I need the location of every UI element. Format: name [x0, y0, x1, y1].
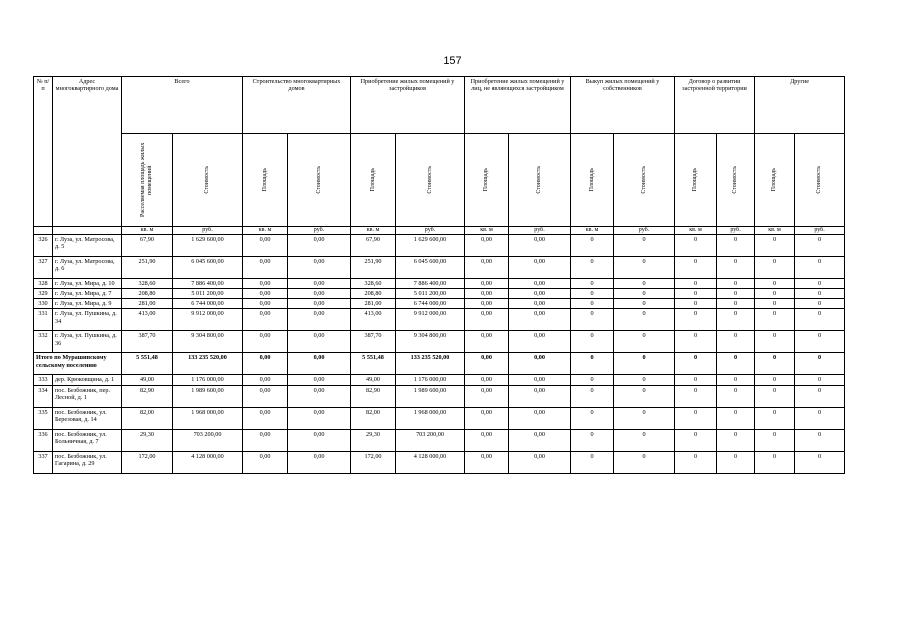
value-cell: 1 968 000,00	[173, 407, 243, 429]
value-cell: 49,00	[351, 375, 396, 385]
header-group: Строительство многоквартирных домов	[243, 77, 351, 134]
header-sub	[509, 134, 571, 227]
value-cell: 0	[755, 353, 795, 375]
value-cell: 0	[717, 279, 755, 289]
value-cell: 0,00	[243, 309, 288, 331]
value-cell: 1 629 600,00	[396, 235, 465, 257]
value-cell: 0,00	[465, 385, 509, 407]
value-cell: 0,00	[288, 353, 351, 375]
header-sub-label: Стоимость	[536, 166, 543, 194]
value-cell: 0	[717, 407, 755, 429]
value-cell: 0,00	[509, 279, 571, 289]
total-row	[34, 353, 845, 375]
value-cell: 281,00	[122, 299, 173, 309]
value-cell: 0	[755, 451, 795, 473]
row-number: 331	[34, 309, 53, 331]
value-cell: 0	[571, 375, 614, 385]
value-cell: 0	[614, 353, 675, 375]
value-cell: 1 989 600,00	[396, 385, 465, 407]
header-sub-label: Площадь	[483, 168, 490, 192]
value-cell: 7 886 400,00	[173, 279, 243, 289]
value-cell: 0	[571, 331, 614, 353]
value-cell: 0	[795, 353, 845, 375]
value-cell: 0,00	[243, 331, 288, 353]
value-cell: 0	[755, 299, 795, 309]
header-sub	[173, 134, 243, 227]
value-cell: 0	[675, 451, 717, 473]
header-sub-label: Площадь	[369, 168, 376, 192]
row-address: г. Луза, ул. Пушкина, д. 36	[53, 331, 122, 353]
unit-cell: кв. м	[755, 227, 795, 235]
value-cell: 0	[675, 279, 717, 289]
header-sub	[288, 134, 351, 227]
header-sub	[396, 134, 465, 227]
header-num: № п/п	[34, 77, 53, 227]
header-sub	[571, 134, 614, 227]
unit-cell: руб.	[173, 227, 243, 235]
value-cell: 0,00	[243, 451, 288, 473]
value-cell: 0,00	[509, 375, 571, 385]
value-cell: 0,00	[509, 235, 571, 257]
value-cell: 67,90	[122, 235, 173, 257]
table-row	[34, 451, 845, 473]
value-cell: 0,00	[288, 375, 351, 385]
unit-cell: руб.	[614, 227, 675, 235]
value-cell: 0	[675, 385, 717, 407]
value-cell: 0	[675, 407, 717, 429]
value-cell: 0	[755, 331, 795, 353]
value-cell: 0	[717, 235, 755, 257]
value-cell: 0	[755, 289, 795, 299]
value-cell: 0	[755, 235, 795, 257]
header-row-units	[34, 227, 845, 235]
row-number: 326	[34, 235, 53, 257]
value-cell: 1 968 000,00	[396, 407, 465, 429]
header-sub-label: Площадь	[588, 168, 595, 192]
value-cell: 0	[614, 407, 675, 429]
value-cell: 4 128 000,00	[173, 451, 243, 473]
value-cell: 0,00	[288, 289, 351, 299]
value-cell: 0	[614, 257, 675, 279]
value-cell: 0	[614, 309, 675, 331]
value-cell: 0,00	[288, 429, 351, 451]
value-cell: 0	[717, 385, 755, 407]
header-sub	[243, 134, 288, 227]
value-cell: 0,00	[465, 289, 509, 299]
page-number: 157	[443, 55, 462, 67]
value-cell: 0,00	[509, 451, 571, 473]
value-cell: 0	[755, 257, 795, 279]
header-row-groups	[34, 77, 845, 134]
value-cell: 0	[571, 451, 614, 473]
header-group: Всего	[122, 77, 243, 134]
value-cell: 0,00	[509, 385, 571, 407]
value-cell: 0	[717, 309, 755, 331]
table-body	[34, 235, 845, 474]
value-cell: 82,00	[351, 407, 396, 429]
value-cell: 0,00	[509, 257, 571, 279]
unit-cell: кв. м	[465, 227, 509, 235]
value-cell: 0	[717, 257, 755, 279]
value-cell: 0	[795, 235, 845, 257]
value-cell: 0	[571, 309, 614, 331]
value-cell: 0,00	[243, 385, 288, 407]
value-cell: 0	[614, 289, 675, 299]
value-cell: 0	[717, 375, 755, 385]
unit-cell: руб.	[795, 227, 845, 235]
value-cell: 0	[795, 279, 845, 289]
value-cell: 0	[614, 299, 675, 309]
value-cell: 0	[795, 257, 845, 279]
value-cell: 1 629 600,00	[173, 235, 243, 257]
value-cell: 0	[717, 353, 755, 375]
value-cell: 0	[795, 451, 845, 473]
value-cell: 29,30	[351, 429, 396, 451]
value-cell: 0	[795, 429, 845, 451]
value-cell: 133 235 520,00	[173, 353, 243, 375]
header-sub-label: Площадь	[771, 168, 778, 192]
header-sub	[465, 134, 509, 227]
value-cell: 0,00	[288, 331, 351, 353]
row-address: дер. Крюковщина, д. 1	[53, 375, 122, 385]
value-cell: 0	[614, 235, 675, 257]
value-cell: 0	[675, 289, 717, 299]
header-sub-label: Площадь	[692, 168, 699, 192]
header-sub	[614, 134, 675, 227]
value-cell: 0,00	[243, 375, 288, 385]
row-number: 337	[34, 451, 53, 473]
header-sub	[675, 134, 717, 227]
value-cell: 387,70	[122, 331, 173, 353]
unit-cell: кв. м	[571, 227, 614, 235]
value-cell: 0,00	[465, 257, 509, 279]
unit-cell: кв. м	[675, 227, 717, 235]
value-cell: 0,00	[243, 407, 288, 429]
value-cell: 133 235 520,00	[396, 353, 465, 375]
value-cell: 5 011 200,00	[173, 289, 243, 299]
row-address: пос. Безбожник, ул. Березовая, д. 14	[53, 407, 122, 429]
value-cell: 0,00	[288, 299, 351, 309]
unit-empty	[34, 227, 53, 235]
value-cell: 49,00	[122, 375, 173, 385]
header-sub-label: Площадь	[261, 168, 268, 192]
value-cell: 0	[571, 289, 614, 299]
value-cell: 208,80	[351, 289, 396, 299]
value-cell: 0	[717, 451, 755, 473]
row-address: г. Луза, ул. Матросова, д. 6	[53, 257, 122, 279]
row-number: 336	[34, 429, 53, 451]
value-cell: 7 886 400,00	[396, 279, 465, 289]
value-cell: 0,00	[465, 235, 509, 257]
value-cell: 0,00	[243, 289, 288, 299]
header-group: Выкуп жилых помещений у собственников	[571, 77, 675, 134]
value-cell: 0	[571, 407, 614, 429]
table-row	[34, 235, 845, 257]
value-cell: 0,00	[288, 235, 351, 257]
value-cell: 0	[675, 331, 717, 353]
value-cell: 0,00	[465, 375, 509, 385]
value-cell: 0	[614, 375, 675, 385]
unit-empty	[53, 227, 122, 235]
value-cell: 0	[675, 375, 717, 385]
value-cell: 0,00	[465, 299, 509, 309]
row-address: г. Луза, ул. Матросова, д. 5	[53, 235, 122, 257]
header-group: Другие	[755, 77, 845, 134]
value-cell: 6 744 000,00	[396, 299, 465, 309]
value-cell: 0,00	[288, 309, 351, 331]
value-cell: 0,00	[509, 299, 571, 309]
header-sub	[122, 134, 173, 227]
value-cell: 0	[571, 429, 614, 451]
value-cell: 0,00	[465, 429, 509, 451]
value-cell: 9 304 800,00	[396, 331, 465, 353]
value-cell: 0,00	[509, 331, 571, 353]
value-cell: 6 045 600,00	[173, 257, 243, 279]
header-sub-label: Стоимость	[816, 166, 823, 194]
value-cell: 0	[614, 279, 675, 289]
table-row	[34, 309, 845, 331]
value-cell: 0	[571, 299, 614, 309]
table-row	[34, 429, 845, 451]
value-cell: 0,00	[465, 331, 509, 353]
value-cell: 0	[571, 235, 614, 257]
value-cell: 0	[614, 385, 675, 407]
value-cell: 0,00	[243, 279, 288, 289]
value-cell: 9 304 800,00	[173, 331, 243, 353]
header-row-sub	[34, 134, 845, 227]
unit-cell: кв. м	[122, 227, 173, 235]
value-cell: 0,00	[465, 279, 509, 289]
header-sub-label: Стоимость	[732, 166, 739, 194]
value-cell: 281,00	[351, 299, 396, 309]
value-cell: 0	[795, 385, 845, 407]
header-address: Адрес многоквартирного дома	[53, 77, 122, 227]
value-cell: 0,00	[509, 429, 571, 451]
table-row	[34, 331, 845, 353]
row-address: г. Луза, ул. Мира, д. 10	[53, 279, 122, 289]
row-number: 334	[34, 385, 53, 407]
value-cell: 172,00	[122, 451, 173, 473]
row-number: 329	[34, 289, 53, 299]
value-cell: 0	[717, 331, 755, 353]
table-row	[34, 299, 845, 309]
row-number: 335	[34, 407, 53, 429]
value-cell: 0	[571, 353, 614, 375]
unit-cell: руб.	[509, 227, 571, 235]
unit-cell: руб.	[396, 227, 465, 235]
value-cell: 0,00	[509, 309, 571, 331]
resettlement-table	[33, 76, 845, 474]
value-cell: 0	[795, 289, 845, 299]
value-cell: 0,00	[243, 235, 288, 257]
header-sub	[795, 134, 845, 227]
row-address: пос. Безбожник, пер. Лесной, д. 1	[53, 385, 122, 407]
value-cell: 0	[755, 407, 795, 429]
value-cell: 0,00	[509, 353, 571, 375]
value-cell: 5 551,48	[122, 353, 173, 375]
value-cell: 6 045 600,00	[396, 257, 465, 279]
value-cell: 413,00	[122, 309, 173, 331]
unit-cell: руб.	[717, 227, 755, 235]
value-cell: 172,00	[351, 451, 396, 473]
value-cell: 0	[675, 429, 717, 451]
table-row	[34, 289, 845, 299]
value-cell: 6 744 000,00	[173, 299, 243, 309]
unit-cell: руб.	[288, 227, 351, 235]
value-cell: 703 200,00	[396, 429, 465, 451]
value-cell: 0,00	[465, 451, 509, 473]
header-sub	[717, 134, 755, 227]
table-row	[34, 375, 845, 385]
table-row	[34, 407, 845, 429]
row-number: 327	[34, 257, 53, 279]
value-cell: 0,00	[243, 299, 288, 309]
value-cell: 5 551,48	[351, 353, 396, 375]
value-cell: 0,00	[288, 279, 351, 289]
row-number: 330	[34, 299, 53, 309]
value-cell: 0,00	[465, 353, 509, 375]
row-address: г. Луза, ул. Пушкина, д. 34	[53, 309, 122, 331]
value-cell: 0	[717, 429, 755, 451]
value-cell: 0	[755, 429, 795, 451]
unit-cell: кв. м	[351, 227, 396, 235]
value-cell: 82,90	[122, 385, 173, 407]
header-sub-label: Расселяемая площадь жилых помещений	[140, 142, 153, 218]
value-cell: 0	[675, 353, 717, 375]
row-number: 332	[34, 331, 53, 353]
value-cell: 29,30	[122, 429, 173, 451]
header-sub-label: Стоимость	[426, 166, 433, 194]
value-cell: 1 989 600,00	[173, 385, 243, 407]
value-cell: 0	[614, 331, 675, 353]
value-cell: 0	[755, 375, 795, 385]
value-cell: 0	[755, 309, 795, 331]
value-cell: 82,00	[122, 407, 173, 429]
value-cell: 82,90	[351, 385, 396, 407]
header-group: Приобретение жилых помещений у застройщиков	[351, 77, 465, 134]
value-cell: 0	[571, 385, 614, 407]
value-cell: 67,90	[351, 235, 396, 257]
value-cell: 0,00	[288, 257, 351, 279]
value-cell: 413,00	[351, 309, 396, 331]
table-row	[34, 279, 845, 289]
value-cell: 0	[614, 451, 675, 473]
value-cell: 0,00	[288, 385, 351, 407]
row-address: пос. Безбожник, ул. Гагарина, д. 29	[53, 451, 122, 473]
header-sub	[755, 134, 795, 227]
value-cell: 0,00	[509, 289, 571, 299]
value-cell: 0	[717, 299, 755, 309]
value-cell: 5 011 200,00	[396, 289, 465, 299]
value-cell: 0,00	[288, 451, 351, 473]
value-cell: 0,00	[243, 429, 288, 451]
value-cell: 0	[795, 309, 845, 331]
header-sub-label: Стоимость	[640, 166, 647, 194]
value-cell: 0	[571, 279, 614, 289]
value-cell: 0	[571, 257, 614, 279]
value-cell: 208,80	[122, 289, 173, 299]
value-cell: 1 176 000,00	[173, 375, 243, 385]
value-cell: 0	[675, 309, 717, 331]
unit-cell: кв. м	[243, 227, 288, 235]
value-cell: 0	[795, 299, 845, 309]
value-cell: 251,90	[122, 257, 173, 279]
value-cell: 0	[717, 289, 755, 299]
value-cell: 0,00	[465, 407, 509, 429]
value-cell: 328,60	[351, 279, 396, 289]
row-address: г. Луза, ул. Мира, д. 9	[53, 299, 122, 309]
row-address: пос. Безбожник, ул. Больничная, д. 7	[53, 429, 122, 451]
value-cell: 328,60	[122, 279, 173, 289]
value-cell: 0	[755, 385, 795, 407]
row-address: г. Луза, ул. Мира, д. 7	[53, 289, 122, 299]
value-cell: 0	[614, 429, 675, 451]
value-cell: 0	[675, 235, 717, 257]
value-cell: 0,00	[243, 353, 288, 375]
value-cell: 251,90	[351, 257, 396, 279]
value-cell: 387,70	[351, 331, 396, 353]
header-sub-label: Стоимость	[204, 166, 211, 194]
value-cell: 0	[755, 279, 795, 289]
value-cell: 0,00	[509, 407, 571, 429]
table-header	[34, 77, 845, 235]
value-cell: 0	[675, 257, 717, 279]
row-number: 328	[34, 279, 53, 289]
value-cell: 4 128 000,00	[396, 451, 465, 473]
total-label: Итого по Мурашинскому сельскому поселению	[34, 353, 122, 375]
value-cell: 9 912 000,00	[396, 309, 465, 331]
value-cell: 0,00	[465, 309, 509, 331]
value-cell: 0,00	[243, 257, 288, 279]
value-cell: 0	[795, 331, 845, 353]
header-sub	[351, 134, 396, 227]
table-row	[34, 385, 845, 407]
value-cell: 1 176 000,00	[396, 375, 465, 385]
header-sub-label: Стоимость	[315, 166, 322, 194]
row-number: 333	[34, 375, 53, 385]
header-group: Приобретение жилых помещений у лиц, не являющихся застройщиком	[465, 77, 571, 134]
value-cell: 703 200,00	[173, 429, 243, 451]
value-cell: 9 912 000,00	[173, 309, 243, 331]
table-row	[34, 257, 845, 279]
header-group: Договор о развитии застроенной территории	[675, 77, 755, 134]
value-cell: 0	[675, 299, 717, 309]
value-cell: 0,00	[288, 407, 351, 429]
value-cell: 0	[795, 375, 845, 385]
value-cell: 0	[795, 407, 845, 429]
